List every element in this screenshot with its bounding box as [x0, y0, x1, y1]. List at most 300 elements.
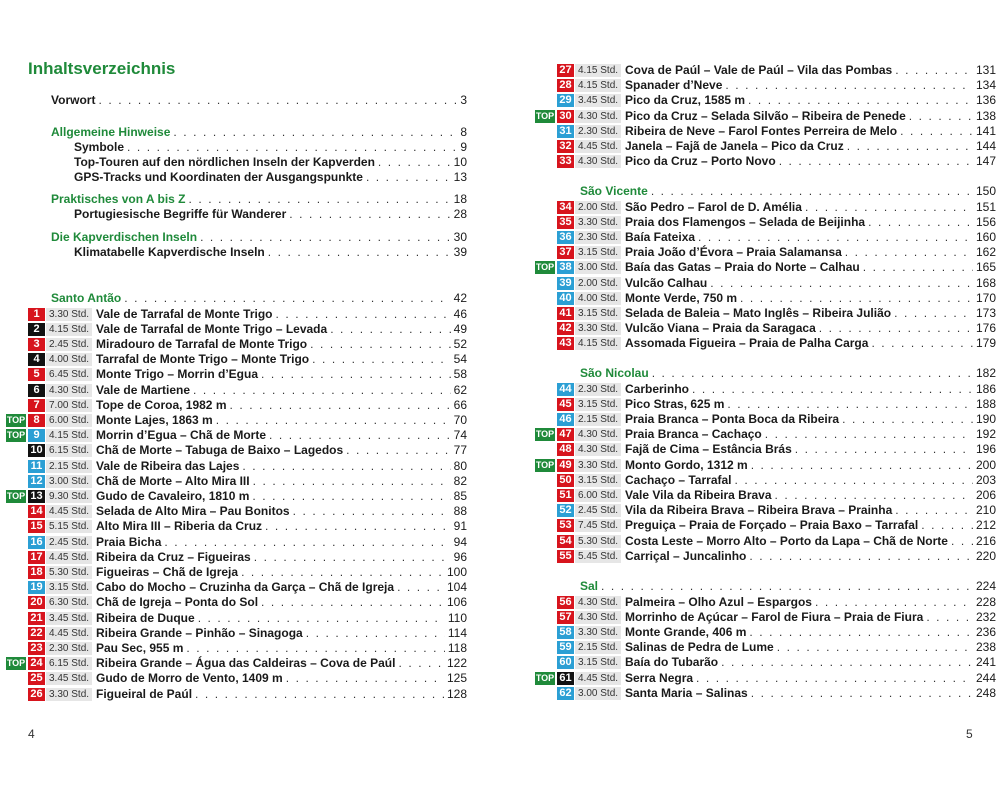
tour-entry[interactable] [28, 565, 467, 580]
tour-entry[interactable] [28, 352, 467, 367]
tour-name: Baía das Gatas – Praia do Norte – Calhau [625, 260, 860, 275]
tour-name: Monto Gordo, 1312 m [625, 457, 748, 472]
tour-entry[interactable] [557, 63, 996, 78]
tour-entry[interactable] [557, 458, 996, 473]
dot-leader [921, 518, 973, 533]
tour-duration: 4.45 Std. [575, 140, 621, 153]
tour-entry[interactable] [557, 109, 996, 124]
tour-entry[interactable] [557, 230, 996, 245]
tour-page: 228 [975, 594, 996, 609]
tour-name: Assomada Figueira – Praia de Palha Carga [625, 336, 869, 351]
tour-duration: 2.15 Std. [575, 413, 621, 426]
tour-duration: 4.30 Std. [575, 611, 621, 624]
tour-entry[interactable] [557, 200, 996, 215]
dot-leader [735, 473, 973, 488]
top-tour-badge: TOP [6, 414, 26, 425]
tour-duration: 2.15 Std. [46, 460, 92, 473]
dot-leader [293, 504, 451, 519]
toc-entry-title: Symbole [74, 140, 125, 154]
tour-name: Praia Bicha [96, 534, 162, 549]
tour-number: 7 [28, 399, 45, 412]
tour-number: 60 [557, 656, 574, 669]
tour-entry[interactable] [28, 671, 467, 686]
dot-leader [276, 307, 451, 322]
tour-page: 118 [447, 640, 467, 655]
island-name: São Nicolau [580, 366, 649, 380]
tour-entry[interactable] [28, 535, 467, 550]
tour-page: 74 [453, 428, 467, 443]
dot-leader [366, 170, 451, 185]
tour-number: 31 [557, 125, 574, 138]
tour-page: 216 [975, 533, 996, 548]
tour-name: Vulcão Viana – Praia da Saragaca [625, 321, 816, 336]
tour-name: Selada de Alto Mira – Pau Bonitos [96, 504, 290, 519]
dot-leader [868, 215, 973, 230]
top-tour-badge: TOP [6, 658, 26, 669]
tour-name: Morrinho de Açúcar – Farol de Fiura – Praia de Fiura [625, 609, 924, 624]
dot-leader [254, 550, 451, 565]
tour-entry[interactable] [28, 504, 467, 519]
tour-page: 88 [453, 504, 467, 519]
tour-page: 160 [975, 229, 996, 244]
tour-duration: 4.45 Std. [46, 505, 92, 518]
island-heading[interactable] [580, 579, 996, 594]
tour-page: 238 [975, 640, 996, 655]
tour-duration: 3.30 Std. [575, 626, 621, 639]
dot-leader [330, 322, 450, 337]
tour-number: 39 [557, 277, 574, 290]
tour-entry[interactable] [557, 488, 996, 503]
tour-duration: 2.00 Std. [575, 201, 621, 214]
tour-duration: 2.00 Std. [575, 277, 621, 290]
tour-page: 188 [975, 396, 996, 411]
tour-page: 104 [446, 580, 467, 595]
tour-number: 47 [557, 428, 574, 441]
dot-leader [289, 207, 450, 222]
tour-name: Alto Mira III – Riberia da Cruz [96, 519, 263, 534]
tour-page: 212 [975, 518, 996, 533]
tour-entry[interactable] [557, 397, 996, 412]
tour-number: 44 [557, 383, 574, 396]
tour-number: 22 [28, 627, 45, 640]
dot-leader [195, 687, 444, 702]
tour-page: 54 [453, 352, 467, 367]
dot-leader [894, 306, 973, 321]
tour-number: 9 [28, 429, 45, 442]
tour-number: 20 [28, 596, 45, 609]
top-tour-badge: TOP [535, 672, 555, 683]
dot-leader [748, 93, 973, 108]
tour-page: 147 [975, 154, 996, 169]
tour-page: 52 [453, 336, 467, 351]
tour-number: 52 [557, 504, 574, 517]
tour-entry[interactable] [557, 442, 996, 457]
tour-duration: 3.30 Std. [575, 459, 621, 472]
dot-leader [164, 535, 450, 550]
dot-leader [819, 321, 973, 336]
tour-entry[interactable] [28, 580, 467, 595]
tour-number: 3 [28, 338, 45, 351]
dot-leader [601, 579, 973, 594]
toc-entry-page: 10 [453, 155, 467, 169]
dot-leader [871, 336, 973, 351]
tour-name: Vale Vila da Ribeira Brava [625, 487, 772, 502]
tour-entry[interactable] [557, 321, 996, 336]
tour-entry[interactable] [557, 78, 996, 93]
tour-number: 6 [28, 384, 45, 397]
tour-number: 42 [557, 322, 574, 335]
tour-duration: 5.15 Std. [46, 520, 92, 533]
tour-name: Pico da Cruz – Selada Silvão – Ribeira de Penede [625, 108, 906, 123]
tour-entry[interactable] [28, 611, 467, 626]
dot-leader [721, 655, 973, 670]
tour-entry[interactable] [557, 534, 996, 549]
tour-duration: 6.30 Std. [46, 596, 92, 609]
tour-page: 58 [453, 367, 467, 382]
toc-entry[interactable] [51, 192, 467, 207]
tour-duration: 5.45 Std. [575, 550, 621, 563]
tour-number: 10 [28, 444, 45, 457]
tour-entry[interactable] [28, 519, 467, 534]
tour-duration: 2.45 Std. [46, 536, 92, 549]
tour-duration: 3.00 Std. [575, 261, 621, 274]
tour-number: 2 [28, 323, 45, 336]
tour-name: Vulcão Calhau [625, 275, 708, 290]
top-tour-badge: TOP [6, 490, 26, 501]
tour-page: 190 [975, 411, 996, 426]
dot-leader [725, 78, 973, 93]
dot-leader [200, 230, 451, 245]
tour-duration: 3.45 Std. [46, 672, 92, 685]
dot-leader [378, 155, 451, 170]
tour-entry[interactable] [28, 413, 467, 428]
tour-entry[interactable] [557, 625, 996, 640]
toc-entry-page: 30 [453, 230, 467, 244]
tour-number: 21 [28, 612, 45, 625]
tour-page: 49 [453, 321, 467, 336]
tour-duration: 7.00 Std. [46, 399, 92, 412]
tour-entry[interactable] [28, 626, 467, 641]
tour-duration: 2.45 Std. [575, 504, 621, 517]
tour-number: 26 [28, 688, 45, 701]
tour-duration: 4.30 Std. [575, 596, 621, 609]
island-heading[interactable] [580, 184, 996, 199]
dot-leader [216, 413, 451, 428]
dot-leader [900, 124, 973, 139]
tour-page: 170 [975, 290, 996, 305]
toc-entry-title: Klimatabelle Kapverdische Inseln [74, 245, 265, 259]
tour-name: Ribeira Grande – Pinhão – Sinagoga [96, 625, 303, 640]
dot-leader [805, 200, 973, 215]
tour-name: Monte Verde, 750 m [625, 290, 738, 305]
toc-entry[interactable] [74, 140, 467, 155]
tour-number: 32 [557, 140, 574, 153]
dot-leader [765, 427, 973, 442]
dot-leader [186, 641, 444, 656]
tour-duration: 3.00 Std. [46, 475, 92, 488]
toc-entry[interactable] [51, 125, 467, 140]
toc-entry[interactable] [51, 93, 467, 108]
tour-number: 35 [557, 216, 574, 229]
dot-leader [261, 367, 451, 382]
dot-leader [124, 291, 450, 306]
tour-entry[interactable] [28, 398, 467, 413]
dot-leader [98, 93, 457, 108]
tour-entry[interactable] [557, 139, 996, 154]
tour-name: Chã de Morte – Tabuga de Baixo – Lagedos [96, 443, 344, 458]
dot-leader [692, 382, 973, 397]
tour-entry[interactable] [28, 550, 467, 565]
tour-page: 186 [975, 381, 996, 396]
tour-entry[interactable] [28, 428, 467, 443]
dot-leader [749, 549, 973, 564]
tour-number: 57 [557, 611, 574, 624]
tour-entry[interactable] [557, 382, 996, 397]
toc-entry[interactable] [74, 245, 467, 260]
tour-name: Monte Grande, 406 m [625, 624, 747, 639]
tour-page: 176 [975, 321, 996, 336]
tour-page: 114 [447, 625, 467, 640]
tour-name: Baía Fateixa [625, 229, 696, 244]
dot-leader [193, 383, 451, 398]
top-tour-badge: TOP [535, 262, 555, 273]
toc-entry[interactable] [74, 170, 467, 185]
dot-leader [895, 503, 973, 518]
toc-entry-page: 9 [460, 140, 467, 154]
tour-duration: 3.15 Std. [575, 398, 621, 411]
tour-page: 206 [975, 487, 996, 502]
tour-number: 55 [557, 550, 574, 563]
tour-entry[interactable] [28, 489, 467, 504]
dot-leader [926, 610, 973, 625]
tour-entry[interactable] [28, 687, 467, 702]
tour-name: Cabo do Mocho – Cruzinha da Garça – Chã de Igreja [96, 580, 395, 595]
tour-page: 210 [975, 503, 996, 518]
tour-entry[interactable] [28, 656, 467, 671]
dot-leader [909, 109, 973, 124]
tour-number: 28 [557, 79, 574, 92]
toc-entry-page: 8 [460, 125, 467, 139]
dot-leader [698, 230, 973, 245]
tour-number: 18 [28, 566, 45, 579]
tour-duration: 3.45 Std. [46, 612, 92, 625]
dot-leader [710, 276, 973, 291]
tour-name: Monte Trigo – Morrin d’Egua [96, 367, 258, 382]
top-tour-badge: TOP [535, 459, 555, 470]
tour-duration: 3.15 Std. [575, 246, 621, 259]
tour-duration: 2.15 Std. [575, 641, 621, 654]
island-page: 182 [975, 366, 996, 380]
tour-page: 138 [975, 108, 996, 123]
dot-leader [740, 291, 973, 306]
tour-number: 58 [557, 626, 574, 639]
tour-page: 106 [446, 595, 467, 610]
tour-duration: 2.30 Std. [575, 125, 621, 138]
tour-entry[interactable] [28, 337, 467, 352]
tour-entry[interactable] [557, 473, 996, 488]
tour-entry[interactable] [557, 686, 996, 701]
tour-number: 11 [28, 460, 45, 473]
island-heading[interactable] [580, 366, 996, 381]
tour-name: Ribeira de Duque [96, 610, 195, 625]
tour-name: Praia Branca – Ponta Boca da Ribeira [625, 411, 840, 426]
tour-entry[interactable] [557, 276, 996, 291]
tour-name: Miradouro de Tarrafal de Monte Trigo [96, 336, 308, 351]
tour-page: 141 [975, 123, 996, 138]
tour-entry[interactable] [557, 215, 996, 230]
tour-entry[interactable] [557, 549, 996, 564]
tour-duration: 7.45 Std. [575, 519, 621, 532]
tour-name: Praia João d’Évora – Praia Salamansa [625, 245, 842, 260]
tour-page: 66 [453, 397, 467, 412]
tour-name: Palmeira – Olho Azul – Espargos [625, 594, 812, 609]
top-tour-badge: TOP [6, 430, 26, 441]
tour-entry[interactable] [28, 322, 467, 337]
tour-duration: 3.30 Std. [575, 216, 621, 229]
tour-page: 200 [975, 457, 996, 472]
tour-name: Praia Branca – Cachaço [625, 427, 762, 442]
tour-name: Pico Stras, 625 m [625, 396, 725, 411]
tour-number: 30 [557, 110, 574, 123]
tour-name: Gudo de Morro de Vento, 1409 m [96, 671, 283, 686]
page-number-right: 5 [966, 727, 973, 741]
dot-leader [310, 337, 451, 352]
tour-entry[interactable] [557, 245, 996, 260]
tour-entry[interactable] [557, 640, 996, 655]
tour-name: Selada de Baleia – Mato Inglês – Ribeira Julião [625, 305, 892, 320]
dot-leader [951, 534, 973, 549]
dot-leader [346, 443, 450, 458]
tour-name: Baía do Tubarão [625, 655, 719, 670]
tour-number: 37 [557, 246, 574, 259]
tour-entry[interactable] [557, 306, 996, 321]
tour-duration: 4.30 Std. [575, 428, 621, 441]
toc-entry-title: Top-Touren auf den nördlichen Inseln der Kapverden [74, 155, 375, 169]
island-heading[interactable] [51, 291, 467, 306]
tour-entry[interactable] [557, 427, 996, 442]
tour-number: 54 [557, 535, 574, 548]
tour-duration: 3.30 Std. [575, 322, 621, 335]
tour-entry[interactable] [557, 93, 996, 108]
dot-leader [795, 442, 973, 457]
tour-number: 49 [557, 459, 574, 472]
island-name: Santo Antão [51, 291, 122, 305]
tour-number: 38 [557, 261, 574, 274]
tour-entry[interactable] [557, 610, 996, 625]
tour-entry[interactable] [28, 443, 467, 458]
tour-name: Santa Maria – Salinas [625, 685, 748, 700]
tour-duration: 2.30 Std. [575, 383, 621, 396]
tour-name: Spanader d’Neve [625, 78, 723, 93]
tour-number: 46 [557, 413, 574, 426]
tour-name: Praia dos Flamengos – Selada de Beijinha [625, 214, 866, 229]
tour-name: Ribeira da Cruz – Figueiras [96, 549, 251, 564]
tour-entry[interactable] [557, 595, 996, 610]
dot-leader [242, 459, 450, 474]
toc-entry-page: 3 [460, 93, 467, 107]
island-name: São Vicente [580, 184, 648, 198]
tour-entry[interactable] [557, 124, 996, 139]
tour-number: 17 [28, 551, 45, 564]
tour-page: 203 [975, 472, 996, 487]
top-tour-badge: TOP [535, 429, 555, 440]
tour-duration: 2.30 Std. [46, 642, 92, 655]
tour-name: Pico da Cruz, 1585 m [625, 93, 746, 108]
tour-entry[interactable] [28, 367, 467, 382]
tour-entry[interactable] [557, 291, 996, 306]
tour-entry[interactable] [557, 503, 996, 518]
tour-page: 232 [975, 609, 996, 624]
tour-number: 16 [28, 536, 45, 549]
toc-entry[interactable] [74, 207, 467, 222]
dot-leader [749, 625, 973, 640]
toc-entry[interactable] [74, 155, 467, 170]
tour-number: 33 [557, 155, 574, 168]
dot-leader [127, 140, 457, 155]
toc-entry[interactable] [51, 230, 467, 245]
tour-entry[interactable] [557, 336, 996, 351]
tour-entry[interactable] [557, 671, 996, 686]
tour-entry[interactable] [28, 641, 467, 656]
dot-leader [863, 260, 973, 275]
tour-number: 24 [28, 657, 45, 670]
tour-duration: 4.30 Std. [46, 384, 92, 397]
tour-entry[interactable] [557, 412, 996, 427]
tour-number: 50 [557, 474, 574, 487]
dot-leader [252, 489, 450, 504]
tour-page: 122 [446, 656, 467, 671]
tour-number: 12 [28, 475, 45, 488]
dot-leader [241, 565, 444, 580]
tour-number: 59 [557, 641, 574, 654]
toc-entry-title: GPS-Tracks und Koordinaten der Ausgangspunkte [74, 170, 363, 184]
tour-duration: 4.15 Std. [575, 337, 621, 350]
tour-number: 13 [28, 490, 45, 503]
tour-entry[interactable] [28, 595, 467, 610]
dot-leader [173, 125, 457, 140]
dot-leader [696, 671, 973, 686]
tour-number: 23 [28, 642, 45, 655]
tour-page: 128 [446, 686, 467, 701]
tour-page: 168 [975, 275, 996, 290]
page-number-left: 4 [28, 727, 35, 741]
tour-page: 131 [975, 63, 996, 77]
tour-name: Morrin d’Egua – Chã de Morte [96, 428, 267, 443]
tour-entry[interactable] [557, 655, 996, 670]
tour-entry[interactable] [28, 307, 467, 322]
tour-entry[interactable] [28, 383, 467, 398]
tour-page: 62 [453, 382, 467, 397]
toc-entry-page: 18 [453, 192, 467, 206]
toc-entry-title: Praktisches von A bis Z [51, 192, 186, 206]
tour-name: Cova de Paúl – Vale de Paúl – Vila das Pombas [625, 63, 893, 77]
tour-page: 96 [453, 549, 467, 564]
tour-number: 45 [557, 398, 574, 411]
tour-duration: 9.30 Std. [46, 490, 92, 503]
tour-number: 51 [557, 489, 574, 502]
tour-entry[interactable] [557, 154, 996, 169]
tour-entry[interactable] [557, 518, 996, 533]
tour-entry[interactable] [28, 459, 467, 474]
tour-number: 27 [557, 64, 574, 77]
toc-entry-page: 28 [453, 207, 467, 221]
tour-entry[interactable] [28, 474, 467, 489]
tour-name: Chã de Igreja – Ponta do Sol [96, 595, 259, 610]
tour-page: 244 [975, 670, 996, 685]
tour-entry[interactable] [557, 260, 996, 275]
tour-name: Preguiça – Praia de Forçado – Praia Baxo – Tarrafal [625, 518, 919, 533]
dot-leader [198, 611, 445, 626]
